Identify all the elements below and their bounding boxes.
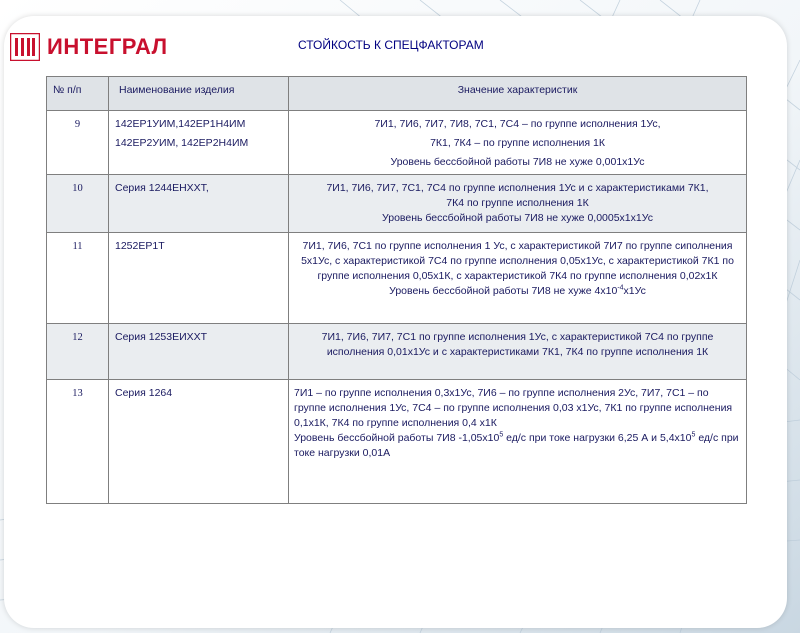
product-name: Серия 1253ЕИХХТ [109, 324, 289, 380]
row-number: 10 [47, 175, 109, 233]
page-title: СТОЙКОСТЬ К СПЕЦФАКТОРАМ [298, 38, 484, 52]
product-name: 142ЕР1УИМ,142ЕР1Н4ИМ 142ЕР2УИМ, 142ЕР2Н4ИМ [109, 111, 289, 175]
characteristics: 7И1, 7И6, 7И7, 7С1 по группе исполнения 1Ус, с характеристикой 7С4 по группе исполнения 0,01х1Ус и с характеристиками 7К1, 7К4 по группе исполнения 1К [289, 324, 747, 380]
product-name: Серия 1264 [109, 380, 289, 504]
column-header: Наименование изделия [109, 77, 289, 111]
table-row [47, 111, 747, 175]
table-header-row [47, 77, 747, 111]
table-row [47, 233, 747, 324]
table-row [47, 324, 747, 380]
characteristics: 7И1, 7И6, 7С1 по группе исполнения 1 Ус, с характеристикой 7И7 по группе сиполнения 5х1Ус, с характеристикой 7С4 по группе исполнения 0,05х1Ус, с характеристикой 7К1 по группе исполнения 0,05х1К, с характеристикой 7К4 по группе исполнения 0,02х1К Уровень бессбойной работы 7И8 не хуже $4х10^{-4}х1Ус$ [289, 233, 747, 324]
row-number: 12 [47, 324, 109, 380]
characteristics: 7И1, 7И6, 7И7, 7С1, 7С4 по группе исполнения 1Ус и с характеристиками 7К1, 7К4 по группе исполнения 1К Уровень бессбойной работы 7И8 не хуже 0,0005х1х1Ус [289, 175, 747, 233]
logo [10, 32, 168, 62]
spec-table [46, 76, 747, 504]
table-row [47, 175, 747, 233]
logo-text: ИНТЕГРАЛ [47, 34, 168, 59]
characteristics: 7И1 – по группе исполнения 0,3х1Ус, 7И6 – по группе исполнения 2Ус, 7И7, 7С1 – по группе исполнения 1Ус, 7С4 – по группе исполнения 0,03 х1Ус, 7К1 по группе исполнения 0,1х1К, 7К4 по группе исполнения 0,4 х1К Уровень бессбойной работы 7И8 $-1,05х10^5$ ед/с при токе нагрузки 6,25 А и $5,4х10^5$ ед/с при токе нагрузки 0,01А [289, 380, 747, 504]
table-row [47, 380, 747, 504]
row-number: 13 [47, 380, 109, 504]
integral-logo-icon [10, 33, 40, 61]
product-name: 1252ЕР1Т [109, 233, 289, 324]
row-number: 11 [47, 233, 109, 324]
row-number: 9 [47, 111, 109, 175]
column-header: Значение характеристик [289, 77, 747, 111]
column-header: № п/п [47, 77, 109, 111]
characteristics: 7И1, 7И6, 7И7, 7И8, 7С1, 7С4 – по группе исполнения 1Ус, 7К1, 7К4 – по группе исполнения 1К Уровень бессбойной работы 7И8 не хуже 0,001х1Ус [289, 111, 747, 175]
product-name: Серия 1244ЕНХХТ, [109, 175, 289, 233]
